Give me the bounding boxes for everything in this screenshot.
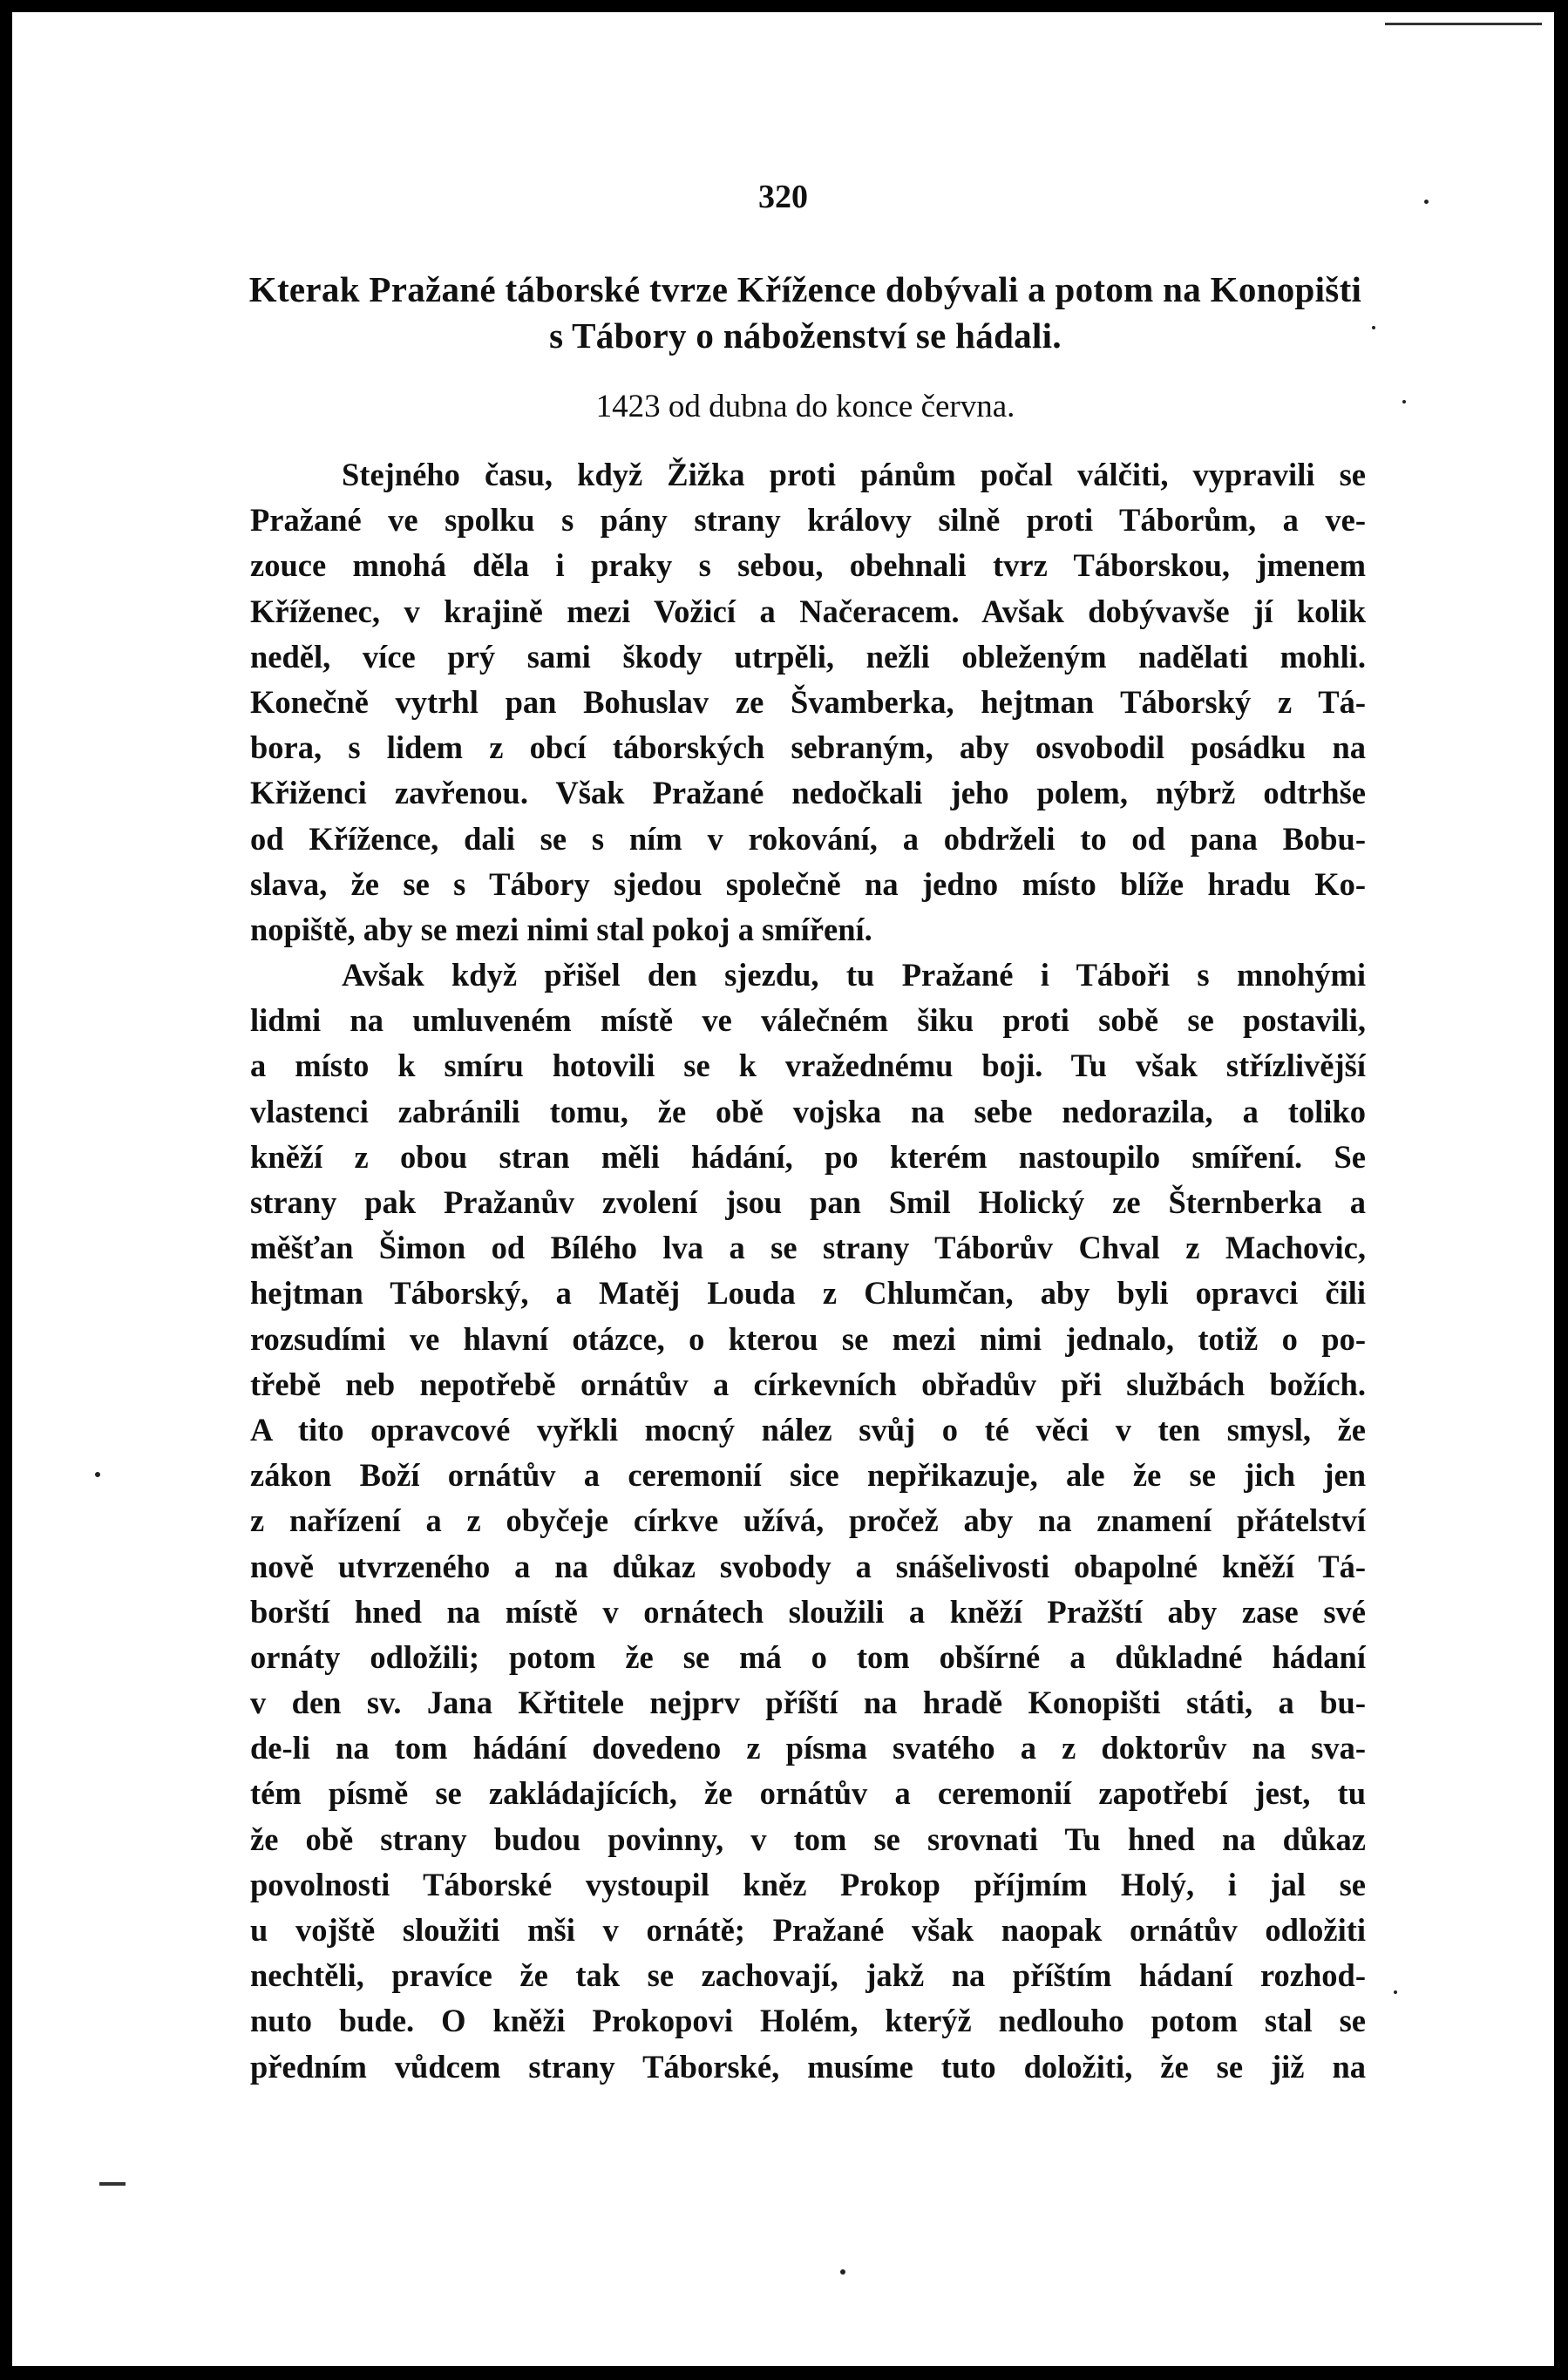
paragraph-2 — [250, 953, 1366, 2090]
scan-speck — [840, 2269, 845, 2275]
text-line: zouce mnohá děla i praky s sebou, obehnali tvrz Táborskou, jmenem — [250, 547, 1366, 584]
text-line: nuto bude. O kněži Prokopovi Holém, kterýž nedlouho potom stal se — [250, 2003, 1366, 2039]
paragraph-1 — [250, 452, 1366, 953]
text-line: u vojště sloužiti mši v ornátě; Pražané však naopak ornátův odložiti — [250, 1912, 1366, 1948]
text-line: Stejného času, když Žižka proti pánům počal válčiti, vypravili se — [342, 457, 1366, 492]
text-line: nově utvrzeného a na důkaz svobody a snášelivosti obapolné kněží Tá- — [250, 1548, 1366, 1584]
text-line: slava, že se s Tábory sjedou společně na jedno místo blíže hradu Ko- — [250, 865, 1366, 902]
scan-speck — [1394, 1990, 1397, 1994]
text-line: zákon Boží ornátův a ceremonií sice nepřikazuje, ale že se jich jen — [250, 1457, 1366, 1494]
chapter-heading: Kterak Pražané táborské tvrze Křížence dobývali a potom na Konopišti s Tábory o náboženství se hádali. — [248, 269, 1362, 356]
page-number: 320 — [758, 179, 808, 215]
body-text — [250, 452, 1366, 2090]
text-line: rozsudími ve hlavní otázce, o kterou se mezi nimi jednalo, totiž o po- — [250, 1320, 1366, 1357]
text-line: od Křížence, dali se s ním v rokování, a obdrželi to od pana Bobu- — [250, 820, 1366, 857]
scan-mark — [99, 2182, 126, 2186]
text-line: Kříženec, v krajině mezi Vožicí a Načeracem. Avšak dobývavše jí kolik — [250, 593, 1366, 629]
text-line: kněží z obou stran měli hádání, po kterém nastoupilo smíření. Se — [250, 1138, 1366, 1175]
document-page — [12, 12, 1554, 2366]
scan-speck — [1402, 400, 1406, 403]
text-line: předním vůdcem strany Táborské, musíme tuto doložiti, že se již na — [250, 2048, 1366, 2085]
scan-mark — [1385, 23, 1542, 25]
text-line: tém písmě se zakládajících, že ornátův a ceremonií zapotřebí jest, tu — [250, 1775, 1366, 1812]
text-line: lidmi na umluveném místě ve válečném šiku proti sobě se postavili, — [250, 1002, 1366, 1039]
text-line: ornáty odložili; potom že se má o tom obšírné a důkladné hádaní — [250, 1638, 1366, 1675]
text-line: strany pak Pražanův zvolení jsou pan Smil Holický ze Šternberka a — [250, 1184, 1366, 1220]
text-line: třebě neb nepotřebě ornátův a církevních obřadův při službách božích. — [250, 1366, 1366, 1402]
scan-speck — [95, 1472, 100, 1477]
text-line: z nařízení a z obyčeje církve užívá, pročež aby na znamení přátelství — [250, 1502, 1366, 1539]
text-line: a místo k smíru hotovili se k vražednému boji. Tu však střízlivější — [250, 1048, 1366, 1084]
text-line: nopiště, aby se mezi nimi stal pokoj a smíření. — [250, 911, 872, 947]
text-line: A tito opravcové vyřkli mocný nález svůj o té věci v ten smysl, že — [250, 1411, 1366, 1448]
text-line: Pražané ve spolku s pány strany královy silně proti Táborům, a ve- — [250, 502, 1366, 539]
text-line: měšťan Šimon od Bílého lva a se strany Táborův Chval z Machovic, — [250, 1230, 1366, 1266]
scan-speck — [1372, 326, 1375, 329]
text-line: borští hned na místě v ornátech sloužili a kněží Pražští aby zase své — [250, 1593, 1366, 1630]
chapter-dateline: 1423 od dubna do konce června. — [595, 389, 1015, 424]
text-line: vlastenci zabránili tomu, že obě vojska na sebe nedorazila, a toliko — [250, 1093, 1366, 1129]
text-line: hejtman Táborský, a Matěj Louda z Chlumčan, aby byli opravci čili — [250, 1275, 1366, 1312]
text-line: Avšak když přišel den sjezdu, tu Pražané i Táboři s mnohými — [342, 957, 1366, 993]
text-line: že obě strany budou povinny, v tom se srovnati Tu hned na důkaz — [250, 1821, 1366, 1857]
text-line: v den sv. Jana Křtitele nejprv příští na hradě Konopišti státi, a bu- — [250, 1685, 1366, 1721]
text-line: Křiženci zavřenou. Však Pražané nedočkali jeho polem, nýbrž odtrhše — [250, 775, 1366, 811]
scan-speck — [1424, 200, 1429, 204]
text-line: Konečně vytrhl pan Bohuslav ze Švamberka, hejtman Táborský z Tá- — [250, 683, 1366, 720]
text-line: povolnosti Táborské vystoupil kněz Prokop příjmím Holý, i jal se — [250, 1866, 1366, 1902]
text-line: nechtěli, pravíce že tak se zachovají, jakž na příštím hádaní rozhod- — [250, 1957, 1366, 1994]
text-line: de-li na tom hádání dovedeno z písma svatého a z doktorův na sva- — [250, 1730, 1366, 1766]
text-line: neděl, více prý sami škody utrpěli, nežli obleženým nadělati mohli. — [250, 638, 1366, 675]
text-line: bora, s lidem z obcí táborských sebraným, aby osvobodil posádku na — [250, 729, 1366, 766]
